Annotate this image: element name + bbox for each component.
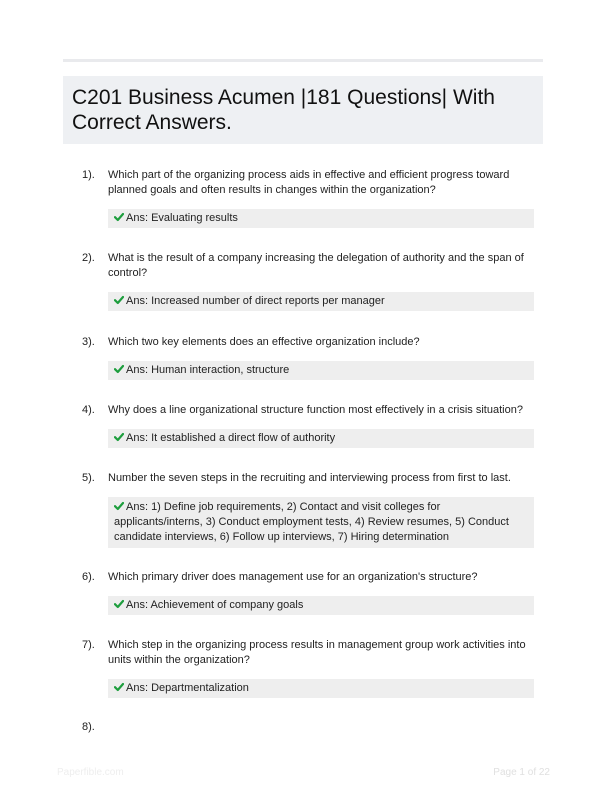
answer-box	[108, 429, 534, 448]
check-icon	[114, 599, 124, 609]
check-icon	[114, 295, 124, 305]
answer-text: Ans: Achievement of company goals	[126, 599, 304, 611]
question-text: What is the result of a company increasing the delegation of authority and the span of control?	[108, 252, 524, 279]
answer-text: Ans: Departmentalization	[126, 682, 249, 694]
question-number: 7).	[82, 639, 95, 651]
answer-box	[108, 596, 534, 615]
answer-box	[108, 361, 534, 380]
footer-site: Paperfible.com	[57, 767, 124, 778]
question-number: 8).	[82, 721, 95, 733]
question-number: 1).	[82, 169, 95, 181]
question-number: 2).	[82, 252, 95, 264]
question-text: Why does a line organizational structure function most effectively in a crisis situation?	[108, 404, 523, 416]
question-text: Which part of the organizing process aids in effective and efficient progress toward planned goals and often results in changes within the organization?	[108, 169, 510, 196]
question-text: Which primary driver does management use for an organization's structure?	[108, 571, 478, 583]
top-divider	[63, 59, 543, 62]
question-number: 3).	[82, 336, 95, 348]
answer-box	[108, 209, 534, 228]
answer-text: Ans: 1) Define job requirements, 2) Contact and visit colleges for applicants/interns, 3) Conduct employment tests, 4) Review resumes, 5) Conduct candidate interviews, 6) Follow up interviews, 7) Hiring determination	[114, 501, 509, 543]
footer-page-number: Page 1 of 22	[493, 767, 550, 778]
answer-box	[108, 679, 534, 698]
title-banner	[63, 76, 543, 144]
check-icon	[114, 432, 124, 442]
answer-text: Ans: It established a direct flow of authority	[126, 432, 336, 444]
answer-text: Ans: Evaluating results	[126, 212, 238, 224]
question-number: 5).	[82, 472, 95, 484]
answer-text: Ans: Human interaction, structure	[126, 364, 290, 376]
question-text: Which two key elements does an effective organization include?	[108, 336, 420, 348]
question-text: Which step in the organizing process results in management group work activities into units within the organization?	[108, 639, 526, 666]
answer-box	[108, 497, 534, 548]
question-number: 4).	[82, 404, 95, 416]
check-icon	[114, 364, 124, 374]
answer-box	[108, 292, 534, 311]
check-icon	[114, 212, 124, 222]
answer-text: Ans: Increased number of direct reports per manager	[126, 295, 385, 307]
question-text: Number the seven steps in the recruiting and interviewing process from first to last.	[108, 472, 511, 484]
check-icon	[114, 501, 124, 511]
check-icon	[114, 682, 124, 692]
document-title: C201 Business Acumen |181 Questions| With Correct Answers.	[72, 86, 495, 134]
question-number: 6).	[82, 571, 95, 583]
